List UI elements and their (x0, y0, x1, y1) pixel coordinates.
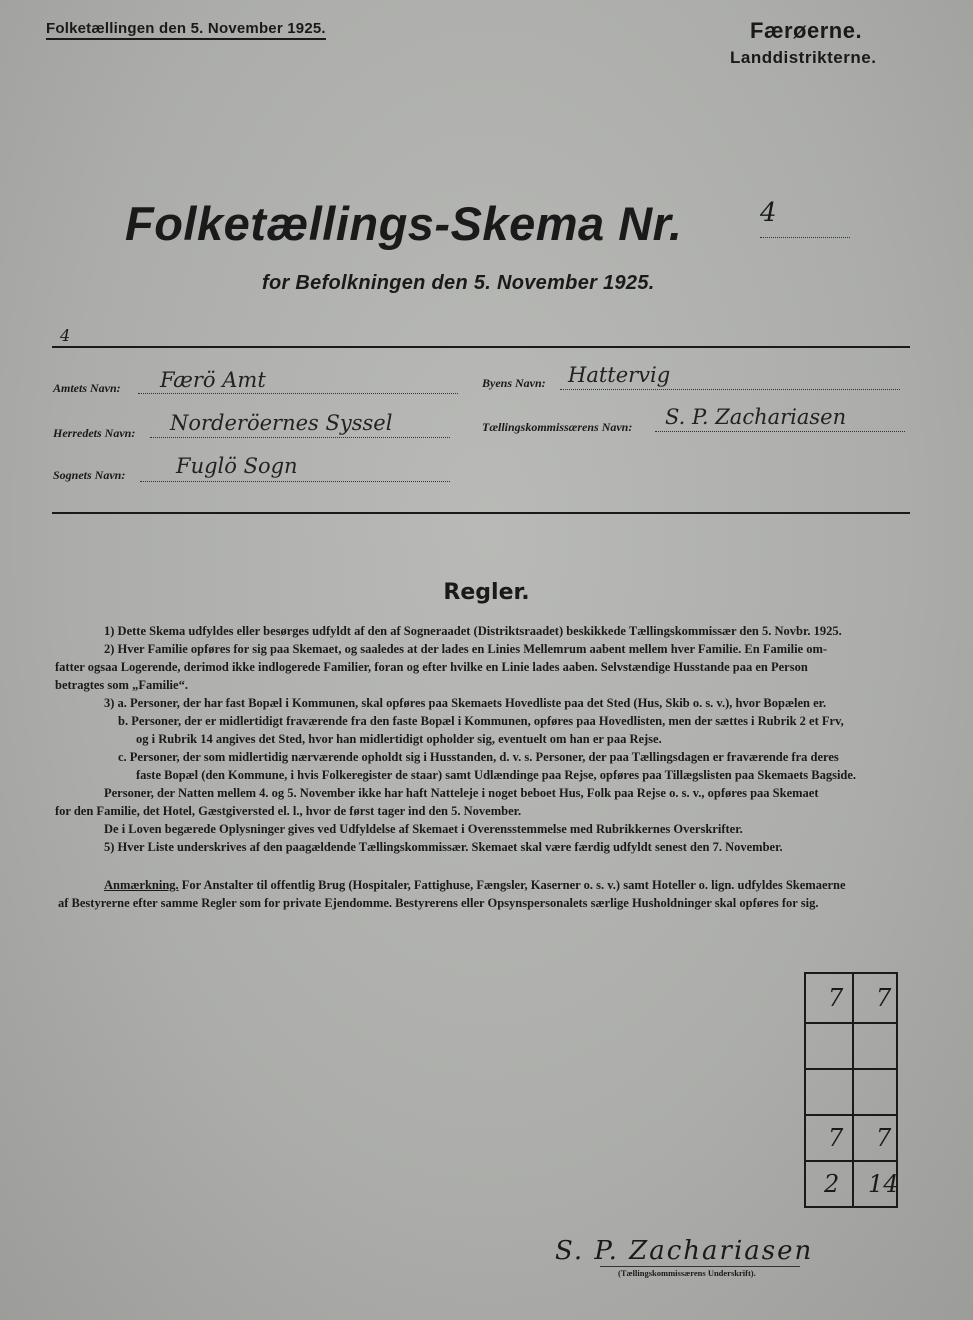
rule-line: De i Loven begærede Oplysninger gives ved Udfyldelse af Skemaet i Overensstemmelse med Rubrikkernes Overskrifter. (104, 822, 743, 836)
note-text-1: For Anstalter til offentlig Brug (Hospitaler, Fattighuse, Fængsler, Kaserner o. s. v.) samt Hoteller o. lign. udfyldes Skemaerne (181, 878, 846, 892)
grid-divider (806, 1022, 896, 1024)
kommissaer-line (655, 430, 905, 432)
rule-line: fatter ogsaa Logerende, derimod ikke indlogerede Familier, foran og efter hvilke en Linie lades aaben. Selvstændige Husstande paa en Person (55, 660, 808, 674)
amt-line (138, 392, 458, 394)
lower-rule (52, 512, 910, 514)
grid-divider (806, 1114, 896, 1116)
tally-grid (804, 972, 898, 1208)
signature: S. P. Zachariasen (555, 1236, 814, 1266)
rule-line: for den Familie, det Hotel, Gæstgiversted el. l., hvor de først tager ind den 5. November. (55, 804, 522, 818)
grid-divider (806, 1068, 896, 1070)
form-number: 4 (760, 198, 777, 228)
rule-line: og i Rubrik 14 angives det Sted, hvor han midlertidigt opholder sig, eventuelt om han er paa Rejse. (136, 732, 662, 746)
herred-value: Norderöernes Syssel (170, 411, 393, 435)
rules-heading: Regler. (443, 580, 530, 605)
tally-cell: 7 (828, 984, 844, 1012)
sogn-value: Fuglö Sogn (176, 454, 298, 478)
rule-line: 5) Hver Liste underskrives af den paagældende Tællingskommissær. Skemaet skal være færdig udfyldt senest den 7. November. (104, 840, 783, 854)
byen-value: Hattervig (568, 363, 671, 387)
byen-label: Byens Navn: (482, 376, 546, 390)
amt-value: Færö Amt (160, 368, 266, 392)
rule-line: b. Personer, der er midlertidigt fraværende fra den faste Bopæl i Kommunen, opføres paa Hovedlisten, men der sættes i Rubrik 2 et Frv, (118, 714, 844, 728)
district-label: Landdistrikterne. (730, 48, 877, 67)
region-label: Færøerne. (750, 18, 863, 43)
form-number-line (760, 236, 850, 238)
form-title: Folketællings-Skema Nr. (125, 197, 683, 250)
census-date-header: Folketællingen den 5. November 1925. (46, 20, 326, 40)
byen-line (560, 388, 900, 390)
signature-caption: (Tællingskommissærens Underskrift). (618, 1268, 756, 1278)
herred-label: Herredets Navn: (53, 426, 136, 440)
rule-line: 2) Hver Familie opføres for sig paa Skemaet, og saaledes at der lades en Linies Mellemrum aabent mellem hver Familie. En Familie om- (104, 642, 828, 656)
tally-cell: 7 (876, 1124, 892, 1152)
rule-line: c. Personer, der som midlertidig nærværende opholdt sig i Husstanden, d. v. s. Personer, der paa Tællingsdagen er fraværende fra deres (118, 750, 839, 764)
upper-rule (52, 346, 910, 348)
note-line-1 (104, 876, 846, 894)
kommissaer-value: S. P. Zachariasen (665, 405, 847, 429)
rule-line: Personer, der Natten mellem 4. og 5. November ikke har haft Natteleje i noget beboet Hus, Folk paa Rejse o. s. v., opføres paa Skemaet (104, 786, 819, 800)
tally-cell: 14 (868, 1170, 899, 1198)
grid-divider (806, 1160, 896, 1162)
rule-line: faste Bopæl (den Kommune, i hvis Folkeregister de staar) samt Udlændinge paa Rejse, opføres paa Tillægslisten paa Skemaets Bagside. (136, 768, 857, 782)
rule-line: betragtes som „Familie“. (55, 678, 188, 692)
tally-cell: 7 (828, 1124, 844, 1152)
rule-line: 1) Dette Skema udfyldes eller besørges udfyldt af den af Sogneraadet (Distriktsraadet) beskikkede Tællingskommissær den 5. Novbr. 1925. (104, 624, 842, 638)
amt-label: Amtets Navn: (53, 381, 121, 395)
tally-cell: 7 (876, 984, 892, 1012)
top-line-mark: 4 (60, 326, 71, 345)
sogn-line (140, 480, 450, 482)
form-subtitle: for Befolkningen den 5. November 1925. (262, 272, 655, 294)
herred-line (150, 436, 450, 438)
note-line-2: af Bestyrerne efter samme Regler som for private Ejendomme. Bestyrerens eller Opsynspersonalets særlige Husholdninger skal opføres for sig. (58, 896, 819, 910)
note-label: Anmærkning. (104, 878, 179, 892)
signature-line (600, 1266, 800, 1267)
sogn-label: Sognets Navn: (53, 468, 126, 482)
grid-divider (852, 974, 854, 1206)
rule-line: 3) a. Personer, der har fast Bopæl i Kommunen, skal opføres paa Skemaets Hovedliste paa det Sted (Hus, Skib o. s. v.), hvor Bopælen er. (104, 696, 827, 710)
tally-cell: 2 (824, 1170, 840, 1198)
kommissaer-label: Tællingskommissærens Navn: (482, 420, 633, 434)
